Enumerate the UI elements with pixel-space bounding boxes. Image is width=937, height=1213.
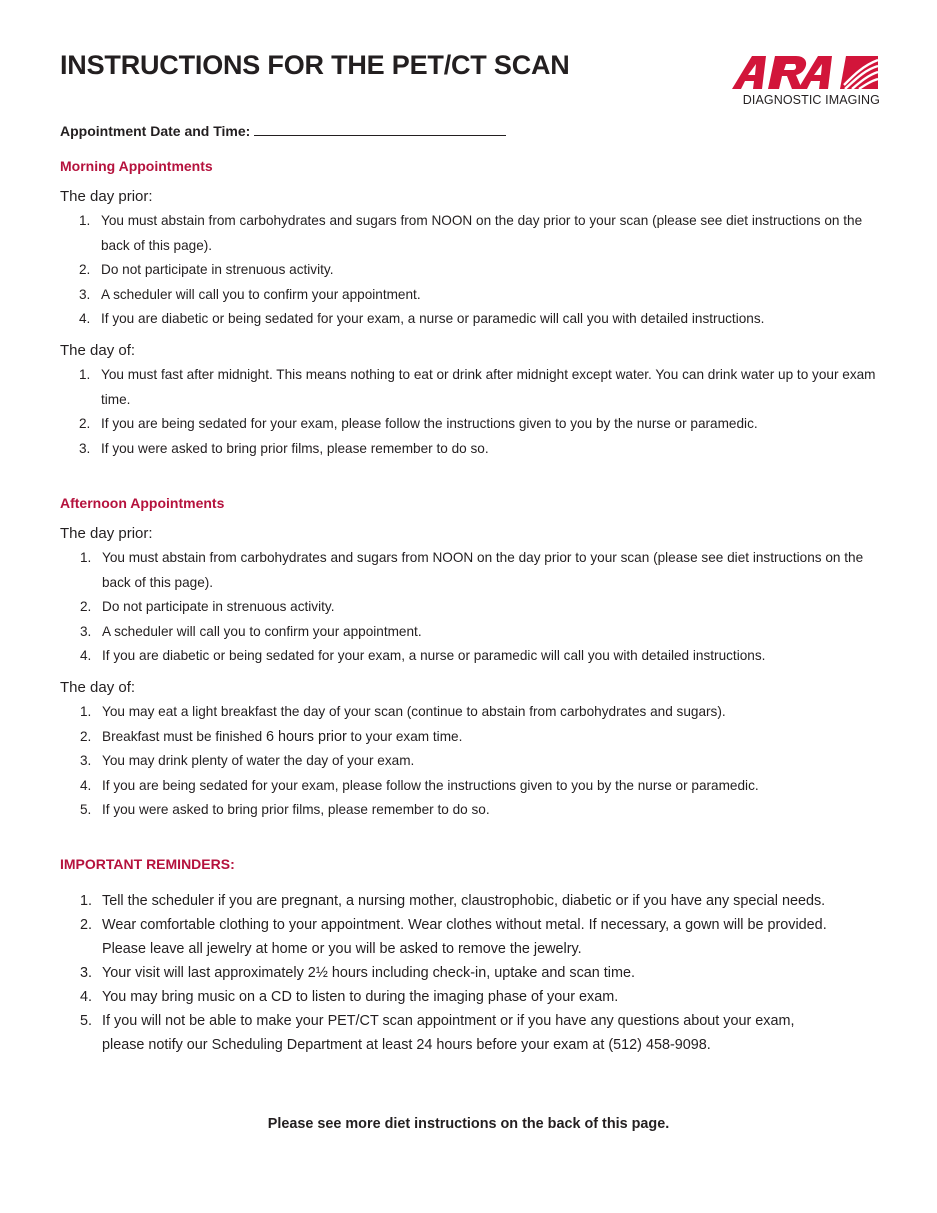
list-item: 5. If you were asked to bring prior films, please remember to do so. (80, 802, 490, 818)
morning-dayof-label: The day of: (60, 342, 136, 359)
ara-logo (728, 52, 880, 108)
list-item: 1. You may eat a light breakfast the day of your scan (continue to abstain from carbohydrates and sugars). (80, 704, 726, 719)
list-item: 1. You must abstain from carbohydrates and sugars from NOON on the day prior to your scan (please see diet instructions on the back of this page). (79, 213, 863, 253)
appointment-field (60, 121, 506, 139)
morning-dayof-list (79, 363, 879, 461)
reminders-list (80, 889, 840, 1057)
morning-heading: Morning Appointments (60, 158, 213, 174)
list-item: 2. Breakfast must be finished 6 hours prior to your exam time. (80, 728, 463, 745)
list-item: 3. Your visit will last approximately 2½ hours including check-in, uptake and scan time. (80, 965, 635, 981)
list-item: 4. You may bring music on a CD to listen to during the imaging phase of your exam. (80, 989, 619, 1005)
list-item: 1. You must abstain from carbohydrates and sugars from NOON on the day prior to your scan (please see diet instructions on the back of this page). (80, 550, 864, 590)
reminders-heading: IMPORTANT REMINDERS: (60, 856, 235, 872)
list-item: 3. You may drink plenty of water the day of your exam. (80, 753, 415, 769)
list-item: 4. If you are being sedated for your exam, please follow the instructions given to you by the nurse or paramedic. (80, 777, 759, 793)
list-item: 2. Do not participate in strenuous activity. (79, 262, 334, 278)
afternoon-dayof-label: The day of: (60, 679, 136, 696)
morning-prior-label: The day prior: (60, 188, 153, 205)
list-item: 1. You must fast after midnight. This means nothing to eat or drink after midnight except water. You can drink water up to your exam time. (79, 367, 876, 407)
afternoon-heading: Afternoon Appointments (60, 495, 225, 511)
emphasis-text: 6 hours prior (265, 728, 347, 745)
ara-logo-icon (728, 52, 880, 92)
list-item: 2. If you are being sedated for your exam, please follow the instructions given to you by the nurse or paramedic. (79, 416, 758, 432)
morning-prior-list (79, 209, 879, 332)
list-item: 2. Wear comfortable clothing to your appointment. Wear clothes without metal. If necessary, a gown will be provided. Please leave all jewelry at home or you will be asked to remove the jewelry. (80, 917, 827, 957)
afternoon-prior-list (80, 546, 870, 669)
list-item: 4. If you are diabetic or being sedated for your exam, a nurse or paramedic will call you with detailed instructions. (80, 648, 766, 664)
list-item: 3. A scheduler will call you to confirm your appointment. (79, 286, 421, 302)
list-item: 3. A scheduler will call you to confirm your appointment. (80, 623, 422, 639)
footer-note: Please see more diet instructions on the back of this page. (267, 1116, 670, 1132)
list-item: 1. Tell the scheduler if you are pregnant, a nursing mother, claustrophobic, diabetic or if you have any special needs. (80, 893, 826, 909)
logo-subtitle: DIAGNOSTIC IMAGING (742, 93, 880, 107)
list-item: 5. If you will not be able to make your PET/CT scan appointment or if you have any questions about your exam, please notify our Scheduling Department at least 24 hours before your exam at (512) 458-9098. (80, 1013, 795, 1053)
appointment-blank-line (254, 121, 506, 136)
afternoon-dayof-list (80, 700, 870, 823)
list-item: 4. If you are diabetic or being sedated for your exam, a nurse or paramedic will call you with detailed instructions. (79, 311, 765, 327)
appointment-label: Appointment Date and Time: (60, 123, 251, 139)
list-item: 3. If you were asked to bring prior films, please remember to do so. (79, 440, 489, 456)
page-title: INSTRUCTIONS FOR THE PET/CT SCAN (60, 50, 570, 80)
afternoon-prior-label: The day prior: (60, 525, 153, 542)
list-item: 2. Do not participate in strenuous activity. (80, 599, 335, 615)
